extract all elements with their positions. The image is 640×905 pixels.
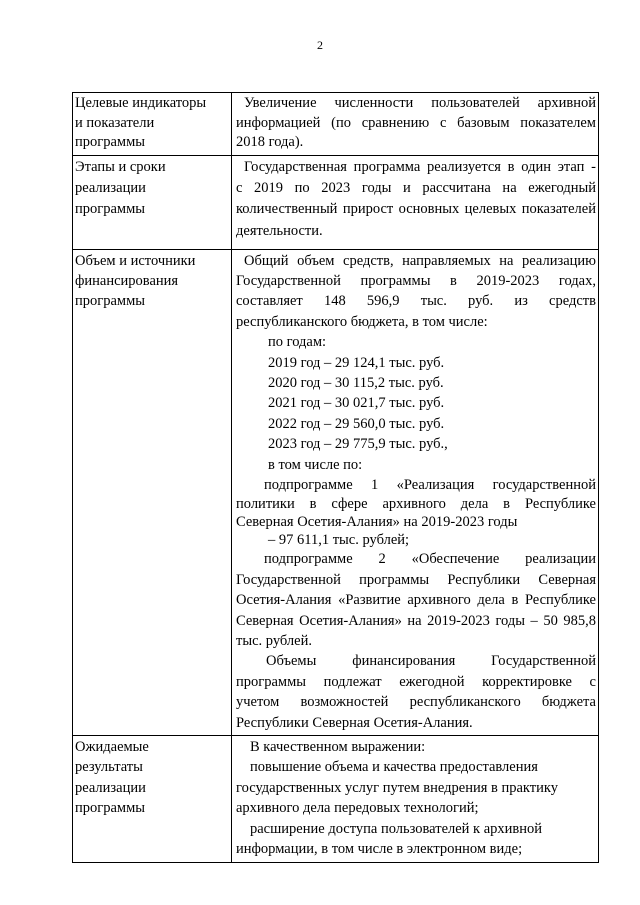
text-line: информацией (по сравнению с базовым показателем: [236, 114, 596, 131]
text-line: Государственной программы в 2019-2023 годах,: [236, 272, 596, 289]
label-line: Ожидаемые: [75, 738, 149, 755]
table-row-expected-results: [73, 735, 599, 862]
text-line: составляет 148 596,9 тыс. руб. из средств: [236, 293, 596, 310]
text-line: количественный прирост основных целевых показателей: [236, 201, 596, 218]
financing-note: [236, 651, 596, 732]
row-value-financing: [232, 249, 599, 735]
row-label-stages: [73, 155, 232, 249]
text-line: Увеличение численности пользователей архивной: [244, 95, 596, 111]
year-amount-item: 2020 год – 30 115,2 тыс. руб.: [268, 374, 444, 391]
label-line: программы: [75, 134, 145, 150]
text-line: программы подлежат ежегодной корректировке с: [236, 673, 596, 690]
table-row-financing: [73, 249, 599, 735]
year-amount-item: 2023 год – 29 775,9 тыс. руб.,: [268, 436, 448, 453]
text-line: В качественном выражении:: [250, 738, 426, 755]
table-row-stages: [73, 155, 599, 249]
text-line: архивного дела передовых технологий;: [236, 800, 479, 817]
text-line: деятельности.: [236, 222, 323, 239]
year-amount-item: 2021 год – 30 021,7 тыс. руб.: [268, 395, 445, 412]
financing-by-year-list: [236, 353, 596, 455]
label-line: результаты: [75, 759, 143, 776]
label-line: Этапы и сроки: [75, 158, 166, 175]
subprogram-2: [236, 549, 596, 651]
text-line: Северная Осетия-Алания» на 2019-2023 годы: [236, 514, 518, 531]
row-label-indicators: [73, 93, 232, 156]
text-line: государственных услуг путем внедрения в практику: [236, 779, 558, 796]
text-line: Общий объем средств, направляемых на реализацию: [244, 252, 596, 269]
text-line: расширение доступа пользователей к архивной: [250, 820, 543, 837]
label-line: программы: [75, 800, 145, 817]
text-line: республиканского бюджета, в том числе:: [236, 313, 488, 330]
text-line: повышение объема и качества предоставления: [250, 759, 538, 776]
text-line: Государственной программы Республики Северная: [236, 571, 596, 588]
row-value-indicators: [232, 93, 599, 156]
label-line: Целевые индикаторы: [75, 95, 207, 111]
text-line: 2018 года).: [236, 134, 304, 150]
row-label-financing: [73, 249, 232, 735]
label-line: реализации: [75, 179, 146, 196]
financing-intro: [236, 251, 596, 333]
subprogram-1-amount: – 97 611,1 тыс. рублей;: [268, 532, 410, 549]
label-line: программы: [75, 293, 145, 310]
text-line: Объемы финансирования Государственной: [266, 653, 596, 670]
text-line: тыс. рублей.: [236, 633, 312, 649]
row-value-stages: [232, 155, 599, 249]
text-line: Государственная программа реализуется в один этап -: [244, 158, 596, 175]
label-line: финансирования: [75, 272, 179, 289]
row-label-expected-results: [73, 735, 232, 862]
text-line: Осетия-Алания «Развитие архивного дела в Республике: [236, 592, 596, 609]
page-number: 2: [317, 38, 323, 52]
label-line: программы: [75, 201, 145, 218]
label-line: и показатели: [75, 114, 155, 131]
text-line: Республики Северная Осетия-Алания.: [236, 714, 473, 731]
label-line: реализации: [75, 779, 146, 796]
text-line: политики в сфере архивного дела в Республике: [236, 496, 596, 513]
text-line: подпрограмме 1 «Реализация государственной: [264, 476, 596, 493]
row-value-expected-results: [232, 735, 599, 862]
text-line: подпрограмме 2 «Обеспечение реализации: [264, 551, 596, 568]
by-years-label: по годам:: [268, 334, 327, 351]
text-line: учетом возможностей республиканского бюджета: [236, 694, 596, 711]
text-line: Северная Осетия-Алания» на 2019-2023 годы – 50 985,8: [236, 612, 596, 629]
text-line: информации, в том числе в электронном виде;: [236, 841, 523, 858]
including-label: в том числе по:: [268, 456, 363, 473]
subprogram-1: [236, 475, 596, 549]
text-line: с 2019 по 2023 годы и рассчитана на ежегодный: [236, 179, 596, 196]
table-row-indicators: [73, 93, 599, 156]
program-passport-table: [72, 92, 599, 863]
year-amount-item: 2022 год – 29 560,0 тыс. руб.: [268, 415, 445, 432]
label-line: Объем и источники: [75, 252, 196, 269]
year-amount-item: 2019 год – 29 124,1 тыс. руб.: [268, 354, 445, 371]
